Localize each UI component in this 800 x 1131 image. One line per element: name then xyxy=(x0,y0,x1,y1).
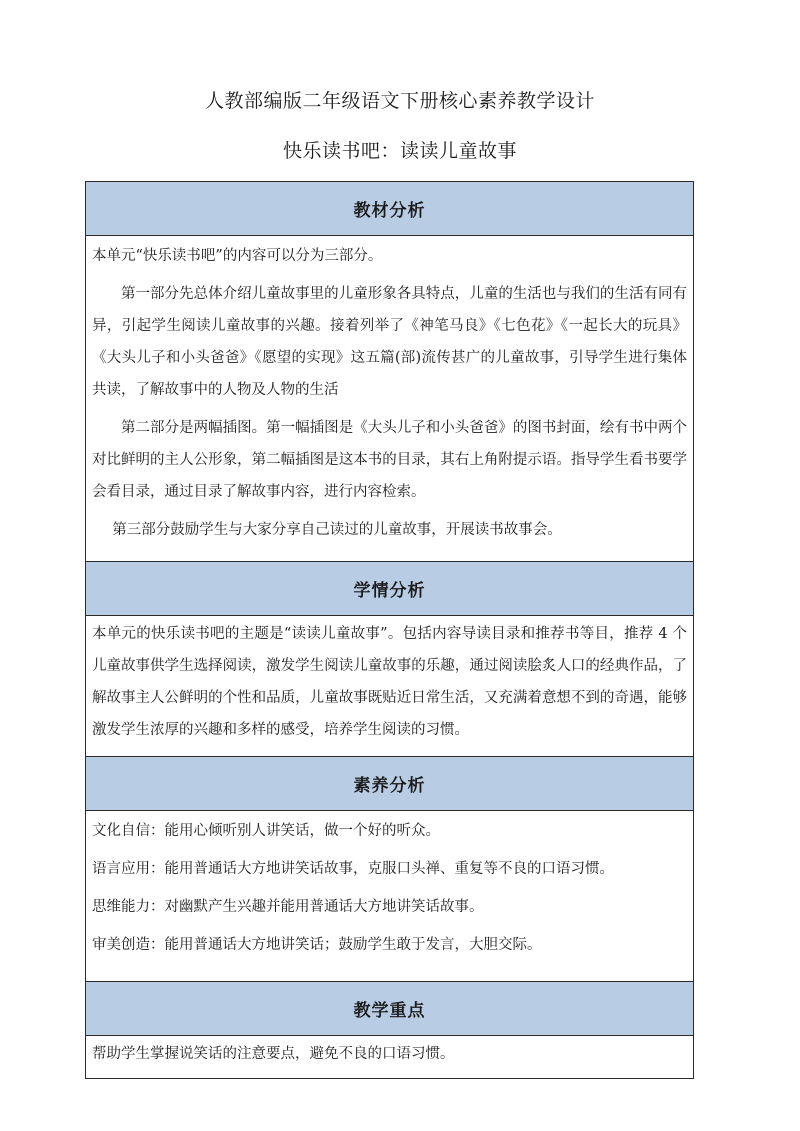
section-header-row xyxy=(86,562,694,616)
section-header-teaching-focus: 教学重点 xyxy=(86,982,694,1036)
paragraph: 本单元的快乐读书吧的主题是“读读儿童故事”。包括内容导读目录和推荐书等目，推荐 4 个儿童故事供学生选择阅读，激发学生阅读儿童故事的乐趣，通过阅读脍炙人口的经典作品，了解故事主人公鲜明的个性和品质，儿童故事既贴近日常生活，又充满着意想不到的奇遇，能够激发学生浓厚的兴趣和多样的感受，培养学生阅读的习惯。 xyxy=(92,626,687,738)
section-body-row xyxy=(86,236,694,562)
paragraph: 第一部分先总体介绍儿童故事里的儿童形象各具特点，儿童的生活也与我们的生活有同有异，引起学生阅读儿童故事的兴趣。接着列举了《神笔马良》《七色花》《一起长大的玩具》《大头儿子和小头爸爸》《愿望的实现》这五篇(部)流传甚广的儿童故事，引导学生进行集体共读，了解故事中的人物及人物的生活 xyxy=(92,286,687,398)
section-body-row xyxy=(86,616,694,757)
section-body-literacy-analysis xyxy=(86,811,694,982)
section-header-row xyxy=(86,982,694,1036)
lesson-design-table xyxy=(85,181,694,1079)
paragraph: 第三部分鼓励学生与大家分享自己读过的儿童故事，开展读书故事会。 xyxy=(112,522,562,538)
section-header-textbook-analysis: 教材分析 xyxy=(86,182,694,236)
document-subtitle: 快乐读书吧：读读儿童故事 xyxy=(282,140,517,162)
literacy-item: 审美创造：能用普通话大方地讲笑话；鼓励学生敢于发言，大胆交际。 xyxy=(92,937,542,953)
literacy-item: 思维能力：对幽默产生兴趣并能用普通话大方地讲笑话故事。 xyxy=(92,899,484,915)
section-body-teaching-focus xyxy=(86,1036,694,1079)
document-title: 人教部编版二年级语文下册核心素养教学设计 xyxy=(204,90,595,112)
paragraph: 帮助学生掌握说笑话的注意要点，避免不良的口语习惯。 xyxy=(92,1046,455,1062)
literacy-item: 文化自信：能用心倾听别人讲笑话，做一个好的听众。 xyxy=(92,823,440,839)
section-header-row xyxy=(86,182,694,236)
paragraph: 本单元“快乐读书吧”的内容可以分为三部分。 xyxy=(92,248,383,264)
section-body-learning-analysis xyxy=(86,616,694,757)
section-header-row xyxy=(86,757,694,811)
section-body-row xyxy=(86,1036,694,1079)
literacy-item: 语言应用：能用普通话大方地讲笑话故事，克服口头禅、重复等不良的口语习惯。 xyxy=(92,861,614,877)
section-header-learning-analysis: 学情分析 xyxy=(86,562,694,616)
section-body-textbook-analysis xyxy=(86,236,694,562)
section-body-row xyxy=(86,811,694,982)
paragraph: 第二部分是两幅插图。第一幅插图是《大头儿子和小头爸爸》的图书封面，绘有书中两个对比鲜明的主人公形象，第二幅插图是这本书的目录，其右上角附提示语。指导学生看书要学会看目录，通过目录了解故事内容，进行内容检索。 xyxy=(92,420,687,500)
section-header-literacy-analysis: 素养分析 xyxy=(86,757,694,811)
